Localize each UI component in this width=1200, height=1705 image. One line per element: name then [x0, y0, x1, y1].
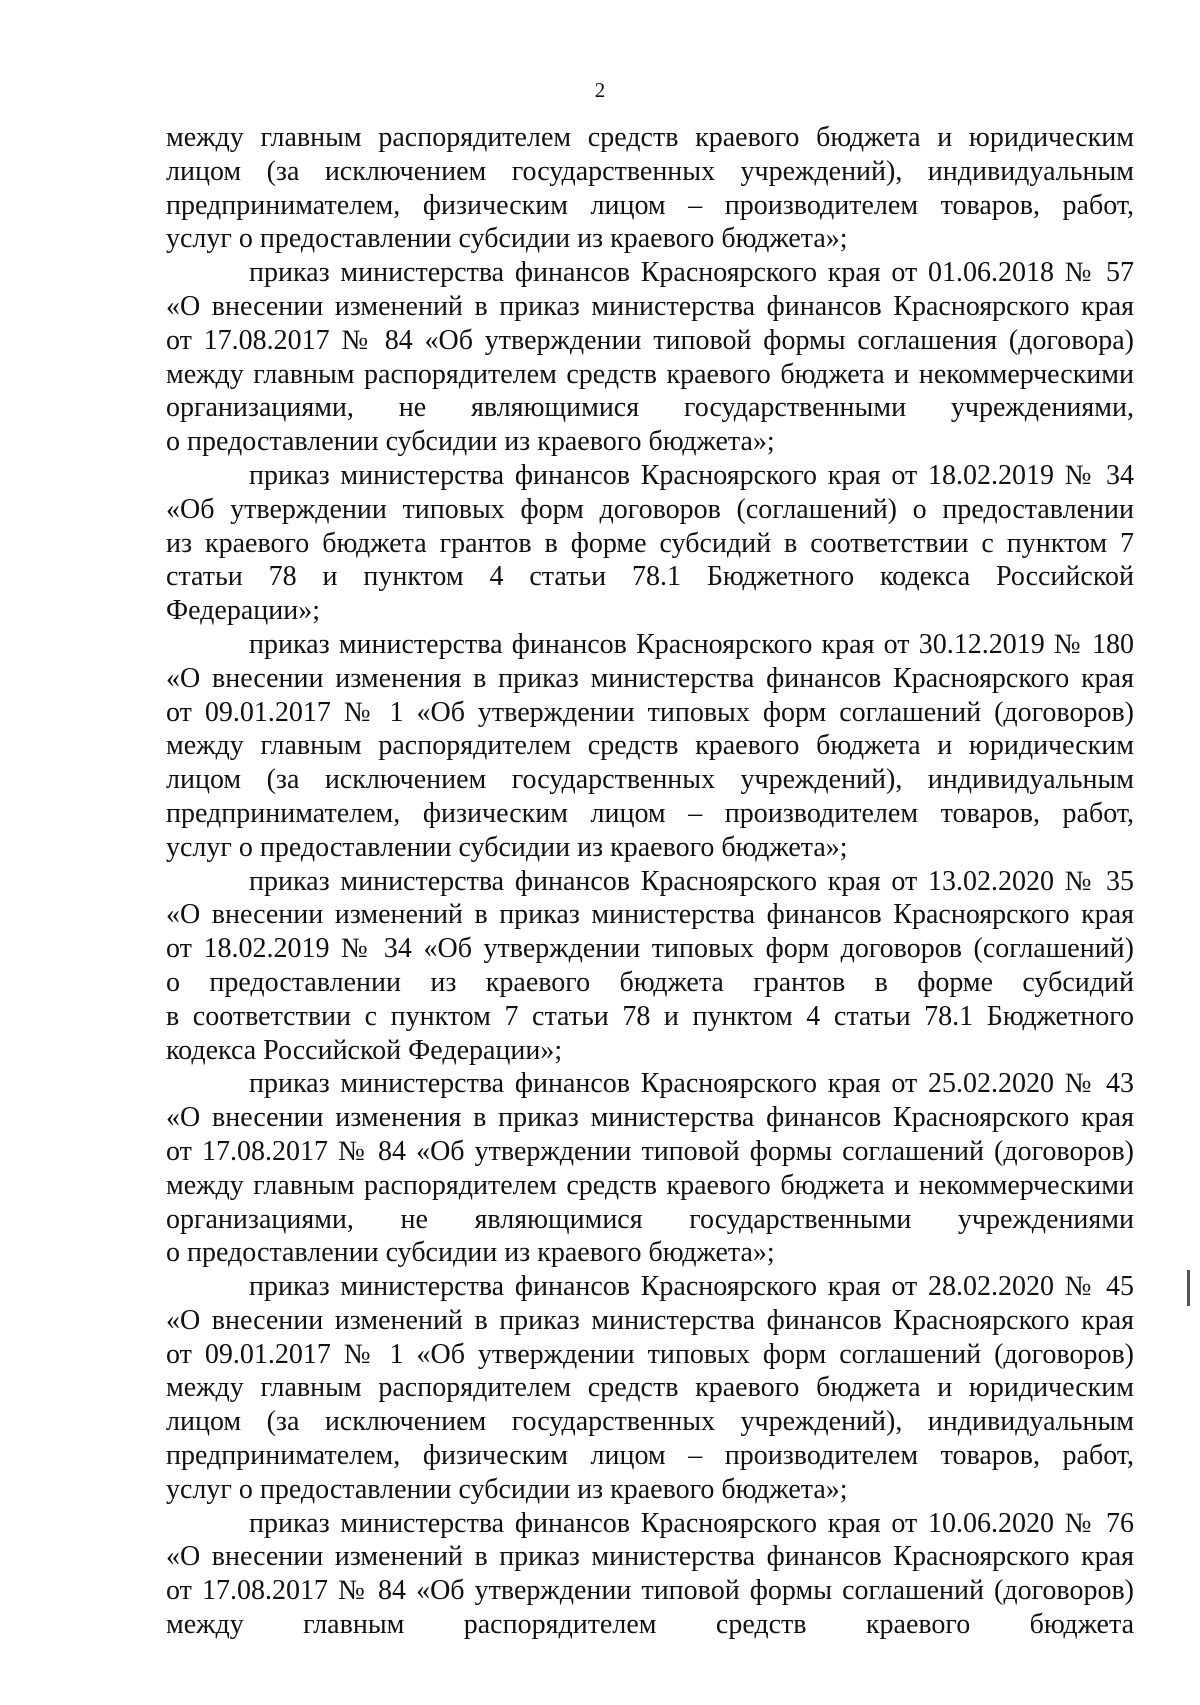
text-line: предпринимателем, физическим лицом – производителем товаров, работ, — [166, 1440, 1134, 1472]
text-line: организациями, не являющимися государственными учреждениями, — [166, 392, 1134, 424]
text-line: услуг о предоставлении субсидии из краевого бюджета»; — [166, 1473, 848, 1505]
text-line: приказ министерства финансов Красноярского края от 01.06.2018 № 57 — [249, 257, 1134, 289]
text-line: приказ министерства финансов Красноярского края от 10.06.2020 № 76 — [249, 1507, 1134, 1539]
text-line: предпринимателем, физическим лицом – производителем товаров, работ, — [166, 797, 1134, 829]
text-line: Федерации»; — [166, 595, 321, 627]
text-line: услуг о предоставлении субсидии из краевого бюджета»; — [166, 831, 848, 863]
text-line: между главным распорядителем средств краевого бюджета и некоммерческими — [166, 1169, 1134, 1201]
paragraph — [166, 1507, 1134, 1642]
page-number: 2 — [594, 78, 606, 102]
text-line: лицом (за исключением государственных учреждений), индивидуальным — [166, 764, 1134, 796]
text-line: организациями, не являющимися государственными учреждениями — [166, 1203, 1134, 1235]
text-line: предпринимателем, физическим лицом – производителем товаров, работ, — [166, 189, 1134, 221]
text-line: приказ министерства финансов Красноярского края от 28.02.2020 № 45 — [249, 1271, 1134, 1303]
text-line: от 17.08.2017 № 84 «Об утверждении типовой формы соглашения (договора) — [166, 324, 1134, 356]
text-line: «О внесении изменений в приказ министерства финансов Красноярского края — [166, 290, 1134, 322]
text-line: в соответствии с пунктом 7 статьи 78 и пунктом 4 статьи 78.1 Бюджетного — [166, 1000, 1134, 1032]
text-line: приказ министерства финансов Красноярского края от 18.02.2019 № 34 — [249, 459, 1134, 491]
text-line: между главным распорядителем средств краевого бюджета и юридическим — [166, 122, 1134, 153]
scan-mark — [1187, 1270, 1190, 1306]
text-line: от 09.01.2017 № 1 «Об утверждении типовых форм соглашений (договоров) — [166, 696, 1134, 728]
text-line: о предоставлении из краевого бюджета грантов в форме субсидий — [166, 966, 1134, 998]
paragraph — [166, 1067, 1134, 1270]
text-line: между главным распорядителем средств краевого бюджета — [166, 1609, 1134, 1641]
paragraph — [166, 459, 1134, 628]
text-line: лицом (за исключением государственных учреждений), индивидуальным — [166, 1406, 1134, 1438]
text-line: «О внесении изменений в приказ министерства финансов Красноярского края — [166, 899, 1134, 931]
text-line: от 09.01.2017 № 1 «Об утверждении типовых форм соглашений (договоров) — [166, 1338, 1134, 1370]
text-line: между главным распорядителем средств краевого бюджета и юридическим — [166, 730, 1134, 762]
text-line: «Об утверждении типовых форм договоров (соглашений) о предоставлении — [166, 493, 1134, 525]
text-line: статьи 78 и пунктом 4 статьи 78.1 Бюджетного кодекса Российской — [166, 561, 1134, 593]
paragraph — [166, 628, 1134, 865]
text-line: от 17.08.2017 № 84 «Об утверждении типовой формы соглашений (договоров) — [166, 1135, 1134, 1167]
paragraph — [166, 256, 1134, 459]
text-line: приказ министерства финансов Красноярского края от 30.12.2019 № 180 — [249, 628, 1134, 660]
text-line: от 18.02.2019 № 34 «Об утверждении типовых форм договоров (соглашений) — [166, 933, 1134, 965]
text-line: услуг о предоставлении субсидии из краевого бюджета»; — [166, 223, 848, 255]
paragraph — [166, 121, 1134, 256]
text-line: между главным распорядителем средств краевого бюджета и юридическим — [166, 1372, 1134, 1404]
text-line: приказ министерства финансов Красноярского края от 13.02.2020 № 35 — [249, 865, 1134, 897]
text-line: о предоставлении субсидии из краевого бюджета»; — [166, 1237, 775, 1269]
text-line: «О внесении изменения в приказ министерства финансов Красноярского края — [166, 1102, 1134, 1134]
text-line: из краевого бюджета грантов в форме субсидий в соответствии с пунктом 7 — [166, 527, 1134, 559]
text-line: «О внесении изменений в приказ министерства финансов Красноярского края — [166, 1541, 1134, 1573]
text-line: кодекса Российской Федерации»; — [166, 1034, 563, 1066]
text-line: «О внесении изменений в приказ министерства финансов Красноярского края — [166, 1304, 1134, 1336]
text-line: лицом (за исключением государственных учреждений), индивидуальным — [166, 155, 1134, 187]
text-line: между главным распорядителем средств краевого бюджета и некоммерческими — [166, 358, 1134, 390]
text-line: приказ министерства финансов Красноярского края от 25.02.2020 № 43 — [249, 1068, 1134, 1100]
paragraph — [166, 1270, 1134, 1507]
text-line: «О внесении изменения в приказ министерства финансов Красноярского края — [166, 662, 1134, 694]
text-line: о предоставлении субсидии из краевого бюджета»; — [166, 426, 775, 458]
document-body — [166, 121, 1134, 1642]
paragraph — [166, 865, 1134, 1068]
text-line: от 17.08.2017 № 84 «Об утверждении типовой формы соглашений (договоров) — [166, 1575, 1134, 1607]
